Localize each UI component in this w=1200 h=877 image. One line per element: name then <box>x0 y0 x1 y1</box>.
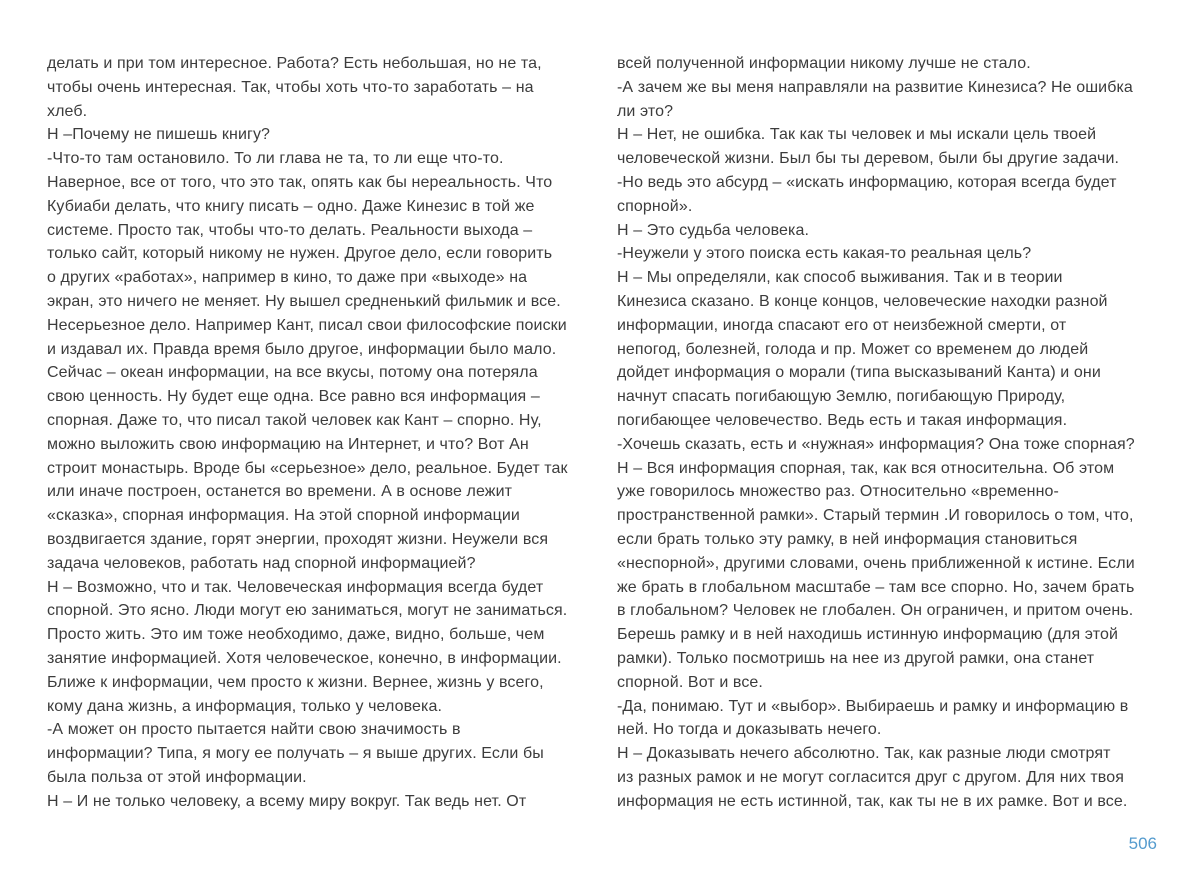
text-line: делать и при том интересное. Работа? Есть небольшая, но не та, <box>47 55 542 72</box>
text-line: Наверное, все от того, что это так, опять как бы нереальность. Что <box>47 173 553 191</box>
text-line: -Неужели у этого поиска есть какая-то реальная цель? <box>617 245 1032 263</box>
text-line: и издавал их. Правда время было другое, информации было мало. <box>47 340 557 358</box>
text-line: спорной». <box>617 197 693 215</box>
text-line: всей полученной информации никому лучше не стало. <box>617 55 1031 72</box>
text-line: Н – Мы определяли, как способ выживания. Так и в теории <box>617 269 1063 287</box>
text-line: чтобы очень интересная. Так, чтобы хоть что-то заработать – на <box>47 78 534 96</box>
text-line: погибающее человечество. Ведь есть и такая информация. <box>617 411 1068 429</box>
text-line: занятие информацией. Хотя человеческое, конечно, в информации. <box>47 649 562 667</box>
text-line: непогод, болезней, голода и пр. Может со временем до людей <box>617 340 1089 358</box>
text-line: Берешь рамку и в ней находишь истинную информацию (для этой <box>617 626 1118 644</box>
text-line: Просто жить. Это им тоже необходимо, даже, видно, больше, чем <box>47 626 545 644</box>
text-line: информации, иногда спасают его от неизбежной смерти, от <box>617 316 1067 334</box>
text-line: спорная. Даже то, что писал такой человек как Кант – спорно. Ну, <box>47 411 542 429</box>
text-line: была польза от этой информации. <box>47 768 307 786</box>
text-line: -А может он просто пытается найти свою значимость в <box>47 721 461 739</box>
text-line: Н – Это судьба человека. <box>617 221 810 239</box>
text-line: же брать в глобальном масштабе – там все спорно. Но, зачем брать <box>617 578 1135 596</box>
text-line: Н –Почему не пишешь книгу? <box>47 126 271 144</box>
text-line: -А зачем же вы меня направляли на развитие Кинезиса? Не ошибка <box>617 78 1133 96</box>
text-line: ли это? <box>617 102 674 120</box>
text-line: Н – И не только человеку, а всему миру вокруг. Так ведь нет. От <box>47 792 527 810</box>
text-line: или иначе построен, останется во времени. А в основе лежит <box>47 483 513 501</box>
text-line: в глобальном? Человек не глобален. Он ограничен, и притом очень. <box>617 602 1134 620</box>
text-line: экран, это ничего не меняет. Ну вышел средненький фильмик и все. <box>47 292 561 310</box>
text-line: рамки). Только посмотришь на нее из другой рамки, она станет <box>617 649 1095 667</box>
text-line: уже говорилось множество раз. Относительно «временно- <box>617 483 1059 501</box>
text-line: хлеб. <box>47 102 88 120</box>
text-line: -Хочешь сказать, есть и «нужная» информация? Она тоже спорная? <box>617 435 1135 453</box>
page-number: 506 <box>1128 834 1157 853</box>
text-line: Ближе к информации, чем просто к жизни. Вернее, жизнь у всего, <box>47 673 544 691</box>
text-line: строит монастырь. Вроде бы «серьезное» дело, реальное. Будет так <box>47 459 568 477</box>
text-line: свою ценность. Ну будет еще одна. Все равно вся информация – <box>47 388 540 406</box>
text-column-left <box>47 52 592 814</box>
text-line: дойдет информация о морали (типа высказываний Канта) и они <box>617 364 1101 382</box>
text-line: если брать только эту рамку, в ней информация становиться <box>617 530 1078 548</box>
text-line: Несерьезное дело. Например Кант, писал свои философские поиски <box>47 316 567 334</box>
text-line: -Но ведь это абсурд – «искать информацию, которая всегда будет <box>617 173 1117 191</box>
text-line: -Что-то там остановило. То ли глава не та, то ли еще что-то. <box>47 150 504 168</box>
text-line: человеческой жизни. Был бы ты деревом, были бы другие задачи. <box>617 150 1120 168</box>
text-line: «сказка», спорная информация. На этой спорной информации <box>47 507 520 525</box>
text-line: Сейчас – океан информации, на все вкусы, потому она потеряла <box>47 364 538 382</box>
text-line: пространственной рамки». Старый термин .И говорилось о том, что, <box>617 507 1134 525</box>
text-line: Кинезиса сказано. В конце концов, человеческие находки разной <box>617 292 1108 310</box>
text-line: задача человеков, работать над спорной информацией? <box>47 554 476 572</box>
text-line: кому дана жизнь, а информация, только у человека. <box>47 697 443 715</box>
text-line: можно выложить свою информацию на Интернет, и что? Вот Ан <box>47 435 529 453</box>
text-column-right <box>617 52 1162 814</box>
text-line: Н – Нет, не ошибка. Так как ты человек и мы искали цель твоей <box>617 126 1097 144</box>
text-line: Н – Вся информация спорная, так, как вся относительна. Об этом <box>617 459 1115 477</box>
text-line: только сайт, который никому не нужен. Другое дело, если говорить <box>47 245 553 263</box>
text-line: «неспорной», другими словами, очень приближенной к истине. Если <box>617 554 1135 572</box>
text-line: Н – Доказывать нечего абсолютно. Так, как разные люди смотрят <box>617 745 1111 763</box>
text-line: -Да, понимаю. Тут и «выбор». Выбираешь и рамку и информацию в <box>617 697 1129 715</box>
text-line: системе. Просто так, чтобы что-то делать. Реальности выхода – <box>47 221 533 239</box>
text-line: ней. Но тогда и доказывать нечего. <box>617 721 882 739</box>
text-line: о других «работах», например в кино, то даже при «выходе» на <box>47 269 528 287</box>
text-line: спорной. Вот и все. <box>617 673 763 691</box>
text-line: начнут спасать погибающую Землю, погибающую Природу, <box>617 388 1066 406</box>
text-line: воздвигается здание, горят энергии, проходят жизни. Неужели вся <box>47 530 549 548</box>
text-line: Кубиаби делать, что книгу писать – одно. Даже Кинезис в той же <box>47 197 535 215</box>
text-line: из разных рамок и не могут согласится друг с другом. Для них твоя <box>617 768 1124 786</box>
text-line: Н – Возможно, что и так. Человеческая информация всегда будет <box>47 578 544 596</box>
text-line: информации? Типа, я могу ее получать – я выше других. Если бы <box>47 745 544 763</box>
text-line: спорной. Это ясно. Люди могут ею заниматься, могут не заниматься. <box>47 602 568 620</box>
text-line: информация не есть истинной, так, как ты не в их рамке. Вот и все. <box>617 792 1128 810</box>
